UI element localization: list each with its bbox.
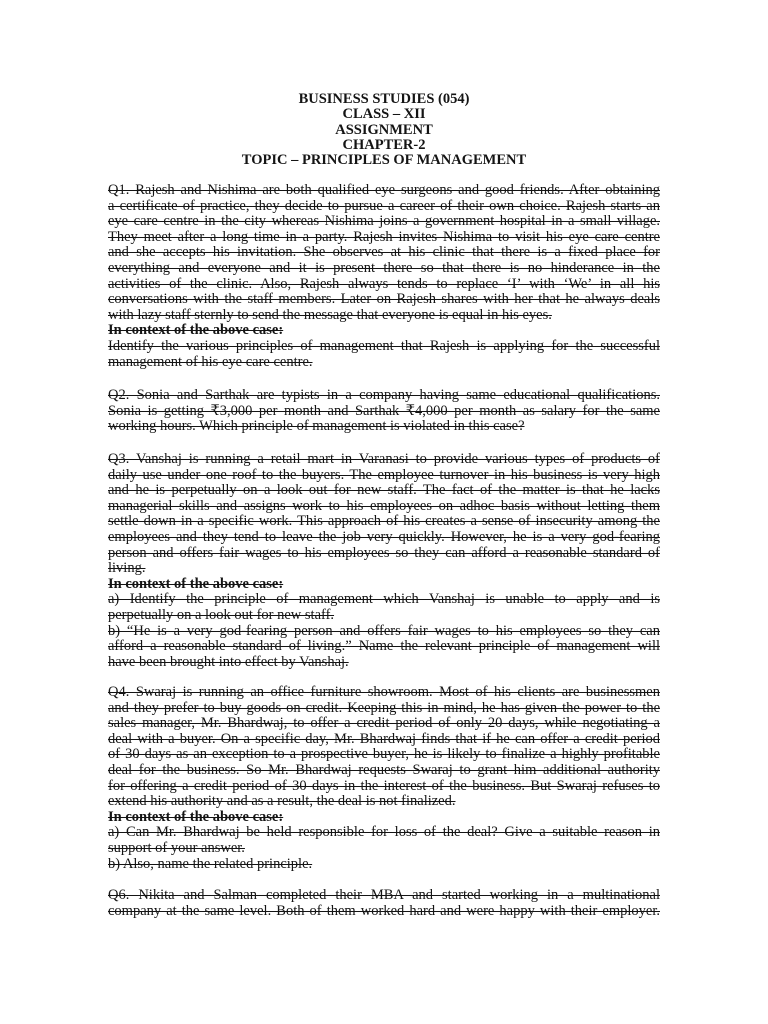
question-4	[108, 685, 660, 872]
question-4-text-line: extend his authority and as a result, the deal is not finalized.	[108, 793, 456, 810]
question-4-text-line: for offering a credit period of 30 days in the interest of the business. But Swaraj refuses to	[108, 777, 660, 794]
question-6-text-line: Q6. Nikita and Salman completed their MBA and started working in a multinational	[108, 887, 660, 903]
question-3-part-b-line: have been brought into effect by Vanshaj.	[108, 653, 349, 670]
question-3-text-line: managerial skills and assigns work to his employees on adhoc basis without letting them	[108, 497, 660, 514]
question-1-text-line: conversations with the staff members. Later on Rajesh shares with her that he always deals	[108, 291, 660, 308]
question-6	[108, 888, 660, 919]
chapter-label: CHAPTER-2	[342, 136, 426, 153]
question-3-text-line: daily use under one roof to the buyers. The employee turnover in his business is very high	[108, 466, 660, 483]
question-4-text-line: of 30 days as an exception to a prospective buyer, he is likely to finalize a highly profitable	[108, 746, 660, 763]
question-2	[108, 388, 660, 435]
question-6-text-line: company at the same level. Both of them worked hard and were happy with their employer.	[108, 902, 660, 919]
question-1-text-line: activities of the clinic. Also, Rajesh always tends to replace ‘I’ with ‘We’ in all his	[108, 275, 660, 292]
question-1-prompt-line: management of his eye care centre.	[108, 353, 313, 370]
question-3-text-line: person and offers fair wages to his employees so they can afford a reasonable standard of	[108, 544, 660, 561]
question-4-part-a-line: support of your answer.	[108, 839, 245, 856]
question-1-text-line: They meet after a long time in a party. Rajesh invites Nishima to visit his eye care centre	[108, 228, 660, 245]
question-4-part-b-line: b) Also, name the related principle.	[108, 855, 313, 872]
class-label: CLASS – XII	[342, 106, 426, 123]
question-2-text-line: Q2. Sonia and Sarthak are typists in a company having same educational qualifications.	[108, 387, 660, 403]
question-3-text-line: Q3. Vanshaj is running a retail mart in Varanasi to provide various types of products of	[108, 451, 660, 467]
question-2-text-line: working hours. Which principle of management is violated in this case?	[108, 418, 525, 435]
question-1-text-line: everything and everyone and it is present there so that there is no hinderance in the	[108, 259, 660, 276]
question-3-text-line: and he is perpetually on a look out for new staff. The fact of the matter is that he lacks	[108, 482, 660, 499]
question-1-text-line: Q1. Rajesh and Nishima are both qualified eye surgeons and good friends. After obtaining	[108, 182, 660, 198]
topic-title: TOPIC – PRINCIPLES OF MANAGEMENT	[241, 152, 527, 168]
question-3-part-a-line: a) Identify the principle of management which Vanshaj is unable to apply and is	[108, 591, 660, 608]
question-1-text-line: and she accepts his invitation. She observes at his clinic that there is a fixed place for	[108, 244, 660, 261]
question-4-text-line: deal with a buyer. On a specific day, Mr. Bhardwaj finds that if he can offer a credit period	[108, 730, 660, 747]
question-4-text-line: Q4. Swaraj is running an office furniture showroom. Most of his clients are businessmen	[108, 684, 660, 700]
question-3	[108, 452, 660, 670]
question-3-text-line: settle down in a specific work. This approach of his creates a sense of insecurity among the	[108, 513, 660, 530]
question-3-part-b-line: b) “He is a very god-fearing person and offers fair wages to his employees so they can	[108, 622, 660, 639]
assignment-label: ASSIGNMENT	[335, 121, 433, 138]
question-4-text-line: sales manager, Mr. Bhardwaj, to offer a credit period of only 20 days, while negotiating a	[108, 715, 660, 732]
question-3-part-b-line: afford a reasonable standard of living.” Name the relevant principle of management will	[108, 638, 660, 655]
question-4-text-line: deal for the business. So Mr. Bhardwaj requests Swaraj to grant him additional authority	[108, 761, 660, 778]
question-4-text-line: and they prefer to buy goods on credit. Keeping this in mind, he has given the power to the	[108, 699, 660, 716]
question-1-text-line: with lazy staff sternly to send the message that everyone is equal in his eyes.	[108, 306, 552, 323]
question-3-context-heading: In context of the above case:	[108, 575, 284, 592]
question-4-part-a-line: a) Can Mr. Bhardwaj be held responsible for loss of the deal? Give a suitable reason in	[108, 824, 660, 841]
question-3-text-line: living.	[108, 560, 146, 577]
question-3-text-line: employees and they tend to leave the job very quickly. However, he is a very god-fearing	[108, 528, 660, 545]
question-2-text-line: Sonia is getting ₹3,000 per month and Sarthak ₹4,000 per month as salary for the same	[108, 402, 660, 419]
question-3-part-a-line: perpetually on a look out for new staff.	[108, 606, 335, 623]
question-1-text-line: eye care centre in the city whereas Nishima joins a government hospital in a small village.	[108, 213, 660, 230]
question-4-context-heading: In context of the above case:	[108, 808, 284, 825]
document-header	[108, 92, 660, 168]
question-1	[108, 183, 660, 370]
question-1-prompt-line: Identify the various principles of management that Rajesh is applying for the successful	[108, 337, 660, 354]
question-1-context-heading: In context of the above case:	[108, 322, 284, 339]
question-1-text-line: a certificate of practice, they decide to pursue a career of their own choice. Rajesh starts an	[108, 197, 660, 214]
subject-title: BUSINESS STUDIES (054)	[298, 91, 470, 107]
